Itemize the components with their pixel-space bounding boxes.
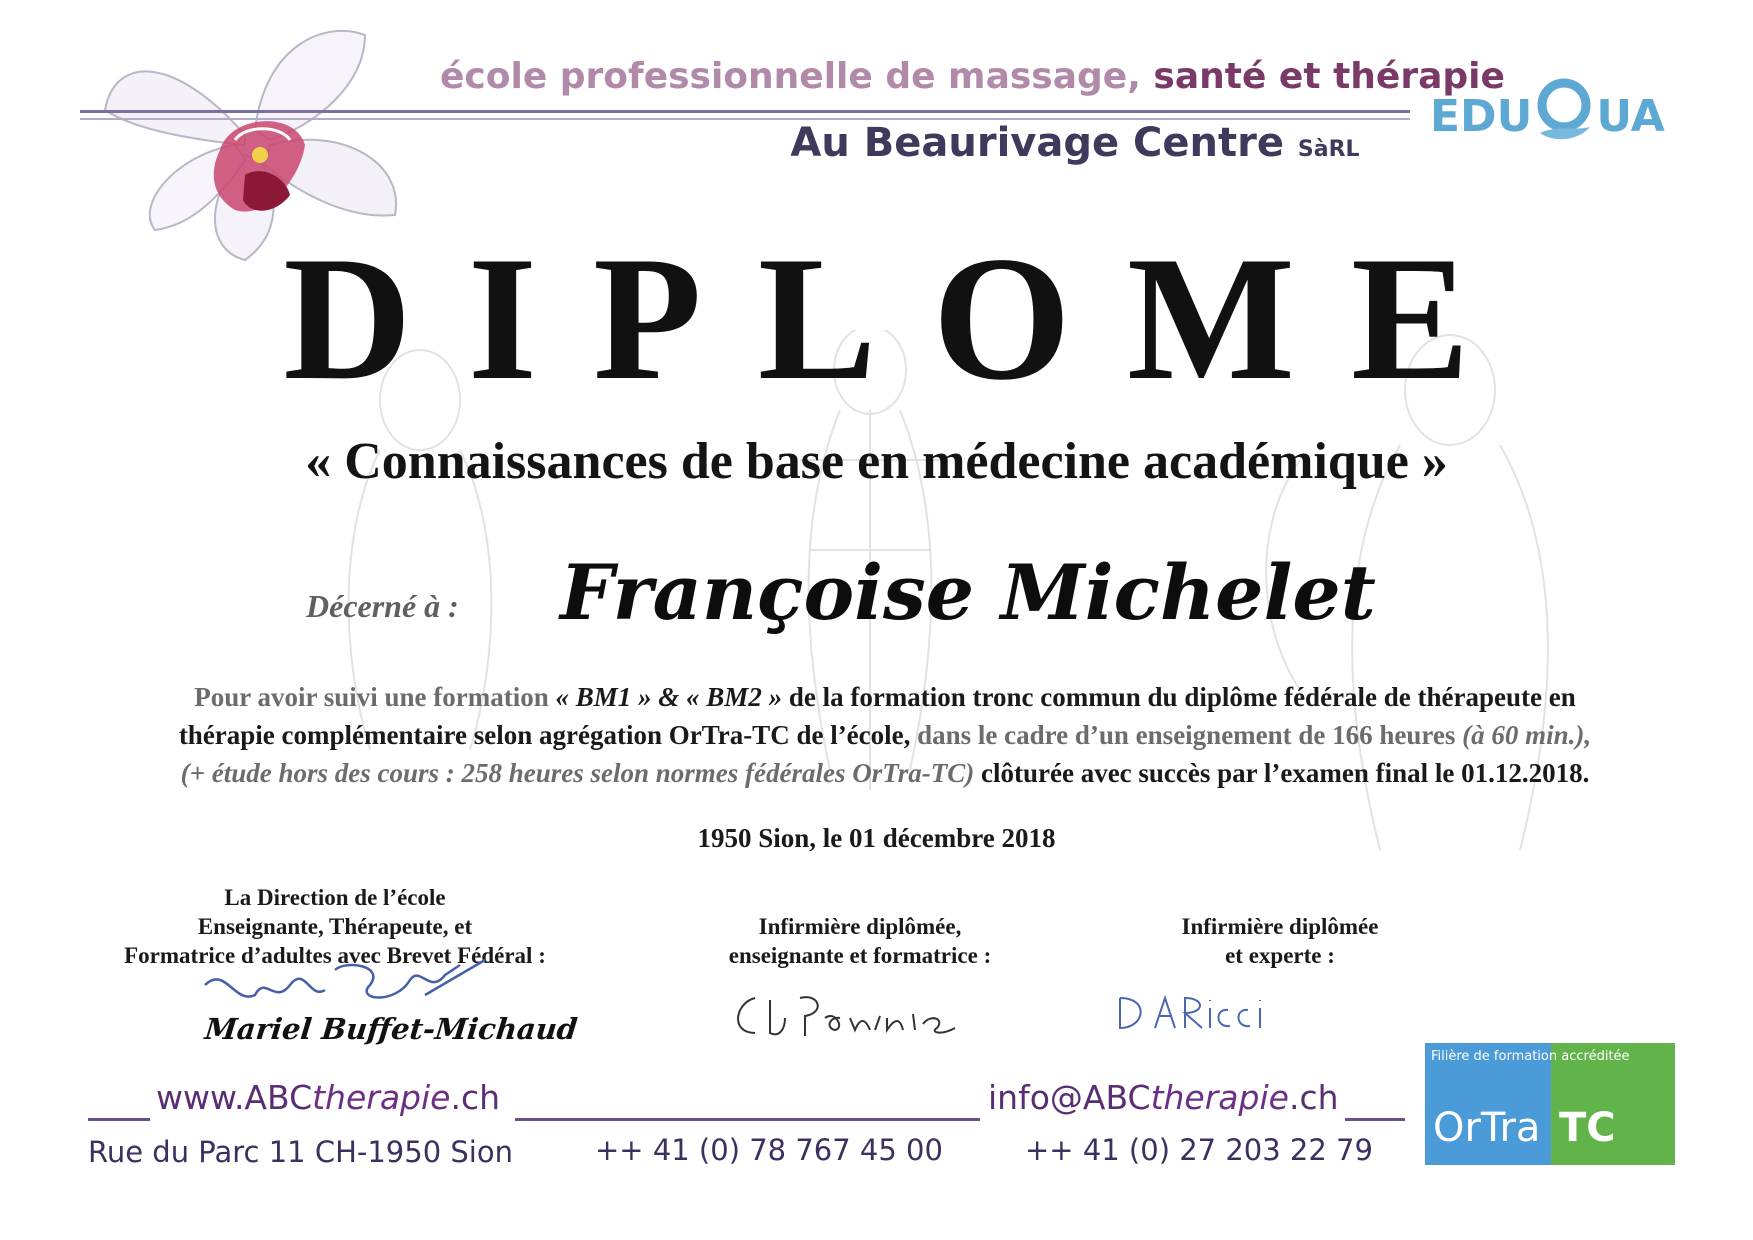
phone-landline[interactable]: ++ 41 (0) 27 203 22 79: [1025, 1133, 1373, 1167]
phone-mobile[interactable]: ++ 41 (0) 78 767 45 00: [595, 1133, 943, 1167]
website-link[interactable]: [156, 1078, 500, 1117]
body-line1-intro: Pour avoir suivi une formation: [194, 682, 556, 712]
body-line1-rest: de la formation tronc commun du diplôme fédérale de thérapeute en: [782, 682, 1576, 712]
sig2-line1: Infirmière diplômée,: [758, 914, 962, 939]
body-bm-modules: « BM1 » & « BM2 »: [555, 682, 783, 712]
body-line2-minutes: (à 60 min.),: [1462, 720, 1592, 750]
school-name-line: [440, 56, 1505, 97]
body-line3-study: (+ étude hors des cours : 258 heures selon normes fédérales OrTra-TC): [180, 758, 975, 788]
centre-name: [740, 120, 1410, 166]
ortra-logo-text: OrTra: [1433, 1105, 1541, 1151]
diploma-body-text: [100, 678, 1670, 792]
diploma-subtitle: « Connaissances de base en médecine académique »: [305, 433, 1448, 490]
eduqua-text-a: EDU: [1430, 91, 1533, 142]
signature-2-scribble: [725, 988, 975, 1043]
footer-rule-3: [1345, 1118, 1405, 1121]
footer-rule-2: [515, 1118, 980, 1121]
sig3-line2: et experte :: [1225, 943, 1335, 968]
website-part-b: therapie: [312, 1078, 451, 1117]
awarded-to-label: Décerné à :: [306, 588, 459, 624]
diploma-title: DIPLOME: [283, 219, 1526, 417]
eduqua-text-b: UA: [1596, 91, 1665, 142]
website-part-a: www.ABC: [156, 1078, 313, 1117]
email-link[interactable]: [988, 1078, 1339, 1117]
director-name-signature: Mariel Buffet-Michaud: [203, 1012, 580, 1046]
centre-suffix: SàRL: [1297, 137, 1360, 162]
place-and-date: 1950 Sion, le 01 décembre 2018: [697, 823, 1056, 853]
sig1-line2: Enseignante, Thérapeute, et: [197, 914, 473, 939]
signature-block-nurse-teacher: [690, 912, 1030, 970]
email-part-b: therapie: [1150, 1078, 1289, 1117]
signature-block-nurse-expert: [1130, 912, 1430, 970]
body-line3-exam: clôturée avec succès par l’examen final le 01.12.2018.: [974, 758, 1590, 788]
postal-address: Rue du Parc 11 CH-1950 Sion: [88, 1135, 513, 1169]
signature-3-scribble: [1110, 988, 1290, 1038]
school-name-part-a: école professionnelle de massage,: [440, 56, 1154, 97]
body-line2-hours: dans le cadre d’un enseignement de 166 heures: [910, 720, 1463, 750]
sig3-line1: Infirmière diplômée: [1181, 914, 1379, 939]
ortra-tc-logo: [1425, 1043, 1675, 1165]
centre-name-text: Au Beaurivage Centre: [790, 120, 1284, 166]
sig2-line2: enseignante et formatrice :: [728, 943, 992, 968]
website-part-c: .ch: [450, 1078, 501, 1117]
footer-rule-1: [88, 1118, 150, 1121]
email-part-c: .ch: [1288, 1078, 1339, 1117]
email-part-a: info@ABC: [988, 1078, 1151, 1117]
school-name-part-b: santé et thérapie: [1153, 56, 1505, 97]
sig1-line1: La Direction de l’école: [224, 885, 446, 910]
sig1-line3: Formatrice d’adultes avec Brevet Fédéral :: [124, 943, 546, 968]
header-rule: [80, 110, 1410, 113]
eduqua-q-icon: [1536, 75, 1592, 145]
eduqua-logo: [1430, 75, 1690, 165]
recipient-name: Françoise Michelet: [560, 548, 1376, 637]
body-line2-main: thérapie complémentaire selon agrégation OrTra-TC de l’école,: [178, 720, 911, 750]
ortra-tc-text: TC: [1559, 1105, 1616, 1151]
ortra-caption: Filière de formation accréditée: [1431, 1049, 1630, 1064]
